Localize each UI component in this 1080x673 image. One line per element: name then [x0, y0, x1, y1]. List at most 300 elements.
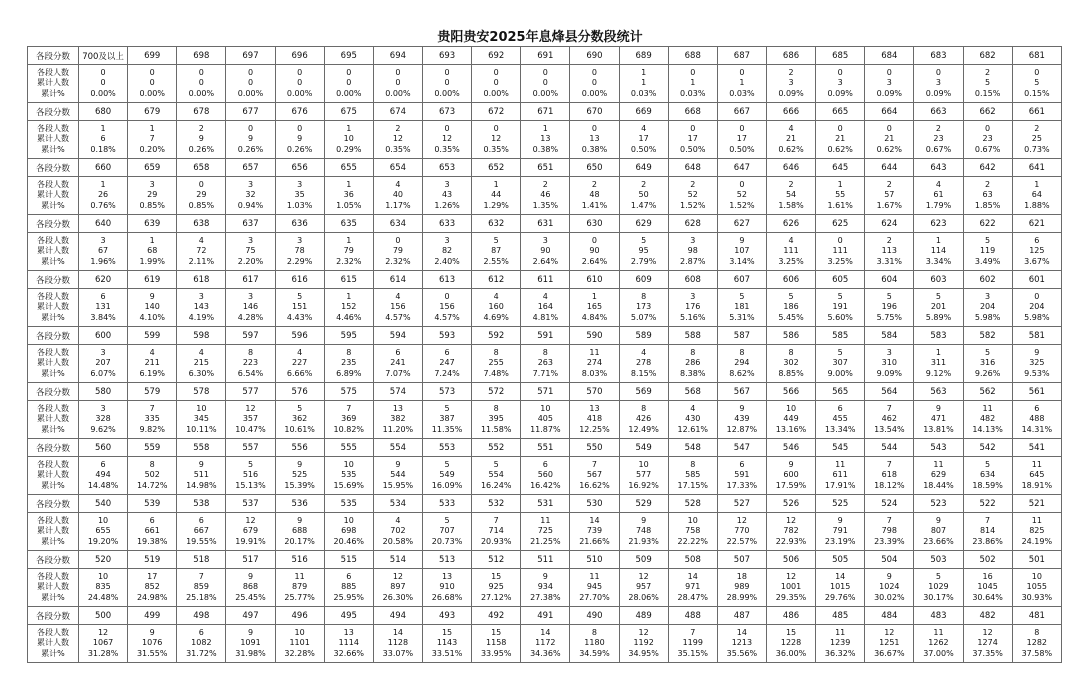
- score-cell: 560: [79, 439, 128, 457]
- count-value: 8: [346, 347, 352, 357]
- stats-cell: [324, 345, 373, 383]
- percent-value: 0.50%: [680, 144, 706, 154]
- stats-cell: [717, 457, 766, 495]
- score-cell: 587: [717, 327, 766, 345]
- percent-value: 33.07%: [382, 648, 414, 658]
- percent-value: 0.85%: [139, 200, 165, 210]
- percent-value: 13.16%: [775, 424, 807, 434]
- percent-value: 0.38%: [532, 144, 559, 154]
- percent-value: 2.29%: [286, 256, 313, 266]
- stats-cell: [226, 401, 275, 439]
- count-value: 15: [441, 627, 453, 637]
- cumulative-value: 114: [930, 246, 947, 256]
- cumulative-value: 714: [488, 526, 504, 536]
- percent-value: 14.48%: [87, 480, 119, 490]
- cumulative-value: 934: [537, 582, 553, 592]
- percent-value: 29.35%: [775, 592, 807, 602]
- percent-value: 2.64%: [532, 256, 559, 266]
- count-value: 0: [739, 179, 745, 189]
- score-cell: 618: [177, 271, 226, 289]
- cumulative-value: 57: [884, 190, 895, 200]
- stats-cell: [521, 177, 570, 215]
- cumulative-value: 957: [635, 582, 652, 592]
- count-value: 9: [641, 515, 647, 525]
- count-value: 4: [149, 347, 155, 357]
- percent-value: 0.00%: [434, 88, 460, 98]
- cumulative-value: 645: [1029, 470, 1045, 480]
- percent-value: 4.10%: [139, 312, 165, 322]
- stats-cell: [79, 457, 128, 495]
- stats-row-labels: [28, 625, 79, 663]
- count-value: 11: [1031, 459, 1042, 469]
- stats-cell: [570, 401, 619, 439]
- stats-cell: [1012, 513, 1061, 551]
- stats-row-labels: [28, 65, 79, 103]
- score-cell: 626: [766, 215, 815, 233]
- percent-value: 34.95%: [628, 648, 659, 658]
- percent-value: 37.00%: [923, 648, 954, 658]
- score-cell: 681: [1012, 47, 1061, 65]
- stats-cell: [275, 289, 324, 327]
- score-cell: 578: [177, 383, 226, 401]
- percent-label: 累计%: [41, 424, 65, 434]
- percent-value: 5.75%: [876, 312, 903, 322]
- percent-value: 6.66%: [286, 368, 313, 378]
- score-cell: 676: [275, 103, 324, 121]
- stats-row: [28, 457, 1062, 495]
- percent-value: 33.51%: [431, 648, 463, 658]
- stats-row-labels: [28, 457, 79, 495]
- cumulative-value: 78: [294, 246, 305, 256]
- score-cell: 550: [570, 439, 619, 457]
- percent-value: 17.33%: [726, 480, 758, 490]
- percent-value: 34.59%: [579, 648, 610, 658]
- cumulative-value: 0: [247, 78, 254, 88]
- count-value: 5: [297, 291, 303, 301]
- percent-value: 11.87%: [530, 424, 561, 434]
- count-value: 6: [198, 515, 204, 525]
- percent-value: 1.26%: [434, 200, 460, 210]
- percent-value: 4.81%: [532, 312, 559, 322]
- percent-value: 13.54%: [874, 424, 905, 434]
- score-cell: 597: [226, 327, 275, 345]
- stats-cell: [1012, 289, 1061, 327]
- percent-value: 3.84%: [90, 312, 116, 322]
- score-cell: 538: [177, 495, 226, 513]
- score-cell: 669: [619, 103, 668, 121]
- score-cell: 514: [373, 551, 422, 569]
- count-value: 1: [591, 291, 598, 301]
- stats-cell: [1012, 401, 1061, 439]
- count-value: 5: [985, 459, 991, 469]
- percent-value: 2.32%: [385, 256, 411, 266]
- score-cell: 607: [717, 271, 766, 289]
- stats-cell: [521, 289, 570, 327]
- score-cell: 614: [373, 271, 422, 289]
- score-cell: 661: [1012, 103, 1061, 121]
- cumulative-value: 32: [245, 190, 256, 200]
- stats-cell: [226, 177, 275, 215]
- cumulative-value: 362: [291, 414, 308, 424]
- percent-value: 1.96%: [90, 256, 116, 266]
- stats-cell: [226, 513, 275, 551]
- cumulative-value: 278: [635, 358, 652, 368]
- stats-cell: [226, 233, 275, 271]
- stats-cell: [275, 569, 324, 607]
- percent-value: 0.26%: [286, 144, 313, 154]
- stats-row-labels: [28, 233, 79, 271]
- score-cell: 500: [79, 607, 128, 625]
- percent-value: 3.14%: [729, 256, 755, 266]
- score-cell: 591: [521, 327, 570, 345]
- count-value: 2: [985, 179, 991, 189]
- stats-cell: [717, 233, 766, 271]
- score-cell: 659: [128, 159, 177, 177]
- percent-value: 28.99%: [726, 592, 758, 602]
- percent-value: 0.00%: [286, 88, 313, 98]
- percent-value: 31.28%: [87, 648, 119, 658]
- stats-cell: [717, 625, 766, 663]
- stats-cell: [79, 121, 128, 159]
- score-cell: 525: [816, 495, 865, 513]
- cumulative-value: 1158: [486, 638, 507, 648]
- cumulative-value: 525: [291, 470, 308, 480]
- score-cell: 515: [324, 551, 373, 569]
- score-cell: 493: [422, 607, 471, 625]
- score-cell: 567: [717, 383, 766, 401]
- stats-cell: [570, 625, 619, 663]
- score-cell: 665: [816, 103, 865, 121]
- score-cell: 551: [521, 439, 570, 457]
- score-cell: 537: [226, 495, 275, 513]
- stats-cell: [865, 625, 914, 663]
- count-value: 0: [591, 67, 598, 77]
- score-cell: 623: [914, 215, 963, 233]
- score-cell: 524: [865, 495, 914, 513]
- score-cell: 483: [914, 607, 963, 625]
- count-value: 12: [884, 627, 895, 637]
- cumulative-value: 0: [198, 78, 204, 88]
- count-value: 8: [1034, 627, 1040, 637]
- stats-cell: [766, 625, 815, 663]
- cumulative-value: 140: [144, 302, 160, 312]
- percent-value: 31.98%: [235, 648, 266, 658]
- percent-value: 9.09%: [876, 368, 903, 378]
- percent-value: 34.36%: [530, 648, 561, 658]
- score-cell: 630: [570, 215, 619, 233]
- score-cell: 604: [865, 271, 914, 289]
- count-value: 5: [739, 291, 745, 301]
- percent-value: 10.11%: [186, 424, 217, 434]
- cumulative-value: 335: [144, 414, 160, 424]
- percent-value: 10.47%: [235, 424, 266, 434]
- score-cell: 600: [79, 327, 128, 345]
- percent-value: 6.30%: [188, 368, 215, 378]
- count-value: 10: [1031, 571, 1042, 581]
- percent-value: 19.91%: [235, 536, 266, 546]
- cumulative-value: 1282: [1026, 638, 1048, 648]
- cumulative-value: 181: [734, 302, 750, 312]
- score-cell: 700及以上: [79, 47, 128, 65]
- cumulative-value: 9: [198, 134, 204, 144]
- cumulative-value: 72: [196, 246, 207, 256]
- cumulative-value: 1274: [977, 638, 998, 648]
- score-cell: 501: [1012, 551, 1061, 569]
- percent-value: 31.72%: [186, 648, 217, 658]
- count-value: 15: [785, 627, 797, 637]
- score-cell: 620: [79, 271, 128, 289]
- count-value: 5: [886, 291, 892, 301]
- stats-row-labels: [28, 401, 79, 439]
- cumulative-value: 667: [193, 526, 209, 536]
- count-value: 3: [542, 235, 548, 245]
- cumulative-value: 241: [390, 358, 406, 368]
- cumulative-value: 156: [439, 302, 455, 312]
- score-cell: 667: [717, 103, 766, 121]
- stats-cell: [963, 121, 1012, 159]
- percent-value: 20.58%: [382, 536, 414, 546]
- percent-value: 4.28%: [237, 312, 264, 322]
- stats-cell: [275, 625, 324, 663]
- score-cell: 596: [275, 327, 324, 345]
- percent-value: 2.79%: [630, 256, 657, 266]
- stats-cell: [816, 65, 865, 103]
- percent-value: 26.30%: [382, 592, 414, 602]
- stats-cell: [766, 233, 815, 271]
- stats-cell: [963, 289, 1012, 327]
- table-body: [28, 47, 1062, 663]
- percent-value: 12.61%: [677, 424, 709, 434]
- cumulative-value: 9: [247, 134, 254, 144]
- count-value: 3: [100, 403, 106, 413]
- percent-value: 0.26%: [237, 144, 264, 154]
- percent-value: 27.12%: [480, 592, 512, 602]
- score-cell: 553: [422, 439, 471, 457]
- percent-value: 8.62%: [729, 368, 755, 378]
- count-value: 7: [149, 403, 155, 413]
- percent-value: 1.99%: [139, 256, 165, 266]
- stats-cell: [914, 289, 963, 327]
- cumulative-value: 113: [881, 246, 897, 256]
- stats-cell: [177, 233, 226, 271]
- percent-value: 1.58%: [778, 200, 804, 210]
- cumulative-value: 971: [685, 582, 701, 592]
- cumulative-value: 0: [297, 78, 303, 88]
- stats-cell: [472, 345, 521, 383]
- stats-cell: [128, 401, 177, 439]
- cumulative-value: 23: [933, 134, 944, 144]
- score-cell: 581: [1012, 327, 1061, 345]
- score-cell: 651: [521, 159, 570, 177]
- cumulative-value: 40: [392, 190, 403, 200]
- percent-value: 11.35%: [431, 424, 463, 434]
- cumulative-value: 0: [149, 78, 155, 88]
- percent-value: 24.19%: [1021, 536, 1053, 546]
- score-cell: 624: [865, 215, 914, 233]
- count-value: 8: [788, 347, 794, 357]
- percent-value: 2.64%: [581, 256, 608, 266]
- count-value: 9: [297, 515, 303, 525]
- percent-value: 0.00%: [237, 88, 264, 98]
- count-value: 9: [788, 459, 794, 469]
- stats-cell: [766, 65, 815, 103]
- cumulative-value: 143: [193, 302, 209, 312]
- cumulative-value: 357: [242, 414, 259, 424]
- percent-label: 累计%: [41, 648, 65, 658]
- stats-cell: [766, 345, 815, 383]
- count-value: 11: [1031, 515, 1042, 525]
- stats-cell: [373, 625, 422, 663]
- score-cell: 647: [717, 159, 766, 177]
- score-cell: 686: [766, 47, 815, 65]
- percent-value: 2.55%: [483, 256, 509, 266]
- cumulative-value: 82: [441, 246, 453, 256]
- count-value: 0: [297, 67, 303, 77]
- count-value: 0: [395, 67, 401, 77]
- percent-value: 4.57%: [434, 312, 460, 322]
- percent-value: 1.85%: [974, 200, 1001, 210]
- cumulative-value: 462: [881, 414, 897, 424]
- stats-row-labels: [28, 121, 79, 159]
- cumulative-value: 585: [685, 470, 701, 480]
- stats-cell: [275, 177, 324, 215]
- count-value: 1: [935, 347, 941, 357]
- score-cell: 642: [963, 159, 1012, 177]
- percent-value: 27.70%: [579, 592, 610, 602]
- score-cell: 490: [570, 607, 619, 625]
- count-value: 7: [985, 515, 991, 525]
- count-value: 14: [392, 627, 403, 637]
- count-value: 1: [346, 123, 352, 133]
- cumulative-value: 770: [734, 526, 750, 536]
- stats-cell: [472, 625, 521, 663]
- score-cell: 637: [226, 215, 275, 233]
- count-value: 4: [788, 235, 794, 245]
- cumulative-value: 1015: [830, 582, 851, 592]
- stats-cell: [865, 457, 914, 495]
- stats-cell: [963, 513, 1012, 551]
- count-value: 4: [198, 235, 204, 245]
- cumulative-value: 50: [638, 190, 649, 200]
- score-cell: 679: [128, 103, 177, 121]
- count-value: 2: [198, 123, 204, 133]
- percent-value: 5.07%: [630, 312, 657, 322]
- count-value: 9: [739, 235, 745, 245]
- cumulative-value: 44: [491, 190, 502, 200]
- cumulative-value: 55: [835, 190, 846, 200]
- cumulative-value: 3: [886, 78, 892, 88]
- cumulative-value: 90: [540, 246, 551, 256]
- score-cell: 579: [128, 383, 177, 401]
- stats-cell: [619, 513, 668, 551]
- stats-cell: [226, 569, 275, 607]
- count-value: 3: [297, 179, 303, 189]
- cumulative-value: 201: [930, 302, 947, 312]
- count-value: 0: [346, 67, 352, 77]
- stats-cell: [570, 457, 619, 495]
- cumulative-value: 79: [392, 246, 403, 256]
- stats-cell: [1012, 569, 1061, 607]
- cumulative-value: 655: [95, 526, 111, 536]
- cumulative-value: 807: [930, 526, 947, 536]
- count-value: 4: [641, 123, 647, 133]
- percent-value: 5.16%: [680, 312, 706, 322]
- cumulative-value: 1029: [928, 582, 949, 592]
- cumulative-value: 1024: [879, 582, 900, 592]
- count-value: 0: [837, 67, 843, 77]
- percent-value: 36.67%: [874, 648, 905, 658]
- cumulative-value: 3: [935, 78, 941, 88]
- stats-cell: [914, 65, 963, 103]
- cumulative-value: 591: [734, 470, 750, 480]
- percent-value: 13.81%: [923, 424, 954, 434]
- stats-cell: [472, 65, 521, 103]
- percent-value: 0.00%: [90, 88, 116, 98]
- cumulative-value: 707: [439, 526, 455, 536]
- cumulative-value: 488: [1029, 414, 1045, 424]
- score-cell: 488: [668, 607, 717, 625]
- cumulative-label: 累计人数: [37, 582, 69, 592]
- count-value: 10: [785, 403, 797, 413]
- stats-cell: [373, 569, 422, 607]
- percent-value: 10.61%: [284, 424, 315, 434]
- percent-label: 累计%: [41, 144, 65, 154]
- percent-value: 8.03%: [581, 368, 608, 378]
- percent-value: 5.60%: [827, 312, 853, 322]
- stats-cell: [472, 233, 521, 271]
- count-value: 11: [589, 347, 600, 357]
- count-value: 9: [739, 403, 745, 413]
- percent-value: 18.59%: [972, 480, 1003, 490]
- stats-cell: [324, 625, 373, 663]
- stats-cell: [128, 345, 177, 383]
- cumulative-value: 0: [591, 78, 598, 88]
- count-value: 12: [392, 571, 403, 581]
- cumulative-value: 64: [1031, 190, 1042, 200]
- count-value: 8: [690, 459, 696, 469]
- percent-value: 0.35%: [385, 144, 411, 154]
- cumulative-value: 79: [343, 246, 354, 256]
- cumulative-value: 1076: [142, 638, 163, 648]
- stats-cell: [570, 65, 619, 103]
- stats-cell: [619, 289, 668, 327]
- percent-value: 22.93%: [775, 536, 807, 546]
- score-cell: 668: [668, 103, 717, 121]
- stats-cell: [668, 513, 717, 551]
- score-cell: 675: [324, 103, 373, 121]
- count-value: 14: [736, 627, 747, 637]
- count-value: 8: [493, 347, 499, 357]
- score-row-label: 各段分数: [28, 495, 79, 513]
- stats-cell: [914, 625, 963, 663]
- stats-cell: [373, 289, 422, 327]
- stats-row: [28, 345, 1062, 383]
- cumulative-value: 910: [439, 582, 455, 592]
- percent-value: 0.20%: [139, 144, 165, 154]
- stats-cell: [324, 457, 373, 495]
- score-row-label: 各段分数: [28, 439, 79, 457]
- cumulative-value: 1128: [387, 638, 409, 648]
- cumulative-value: 6: [100, 134, 106, 144]
- stats-cell: [177, 121, 226, 159]
- cumulative-value: 430: [685, 414, 701, 424]
- stats-cell: [79, 569, 128, 607]
- score-cell: 589: [619, 327, 668, 345]
- stats-cell: [521, 625, 570, 663]
- stats-cell: [226, 457, 275, 495]
- stats-cell: [177, 569, 226, 607]
- cumulative-value: 405: [537, 414, 553, 424]
